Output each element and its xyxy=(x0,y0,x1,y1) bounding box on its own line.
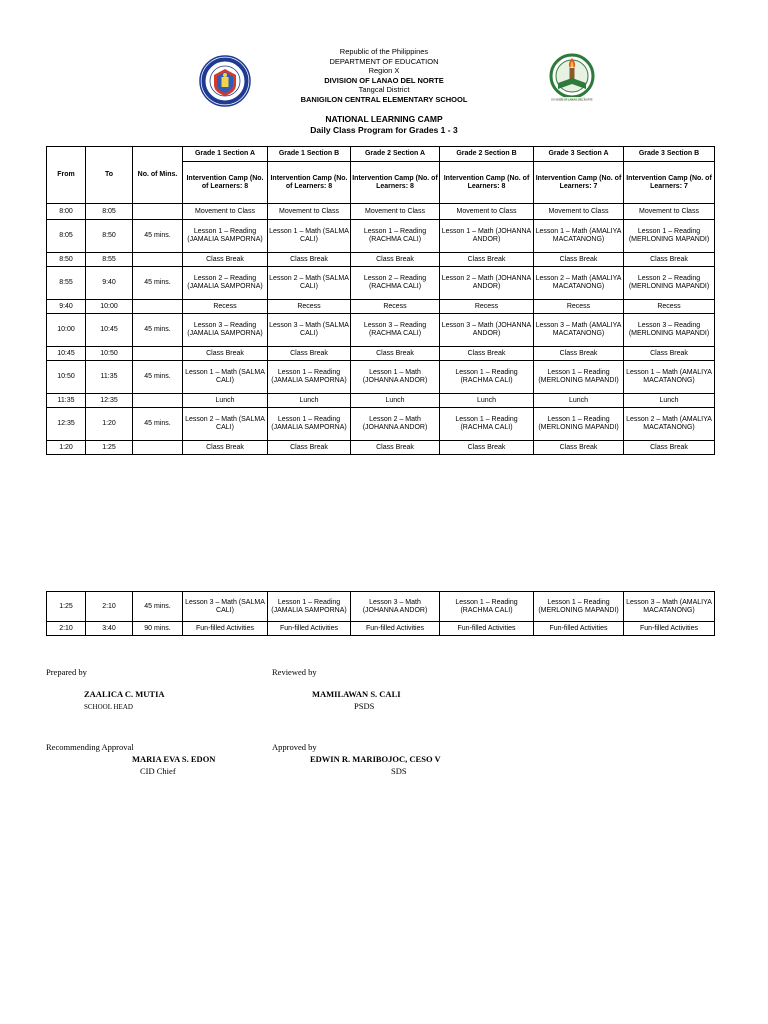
cell-mins xyxy=(133,204,183,220)
cell-mins xyxy=(133,347,183,361)
table-row xyxy=(47,253,715,267)
cell-activity: Lesson 1 – Reading (JAMALIA SAMPORNA) xyxy=(268,408,351,441)
approved-by-title: SDS xyxy=(391,766,407,776)
cell-activity: Lesson 2 – Math (JOHANNA ANDOR) xyxy=(351,408,440,441)
table-row xyxy=(47,314,715,347)
cell-to: 8:50 xyxy=(86,220,133,253)
header-learners: Intervention Camp (No. of Learners: 8 xyxy=(440,162,534,204)
cell-activity: Lesson 1 – Math (JOHANNA ANDOR) xyxy=(440,220,534,253)
cell-activity: Lesson 1 – Reading (RACHMA CALI) xyxy=(351,220,440,253)
header-section: Grade 1 Section A xyxy=(183,147,268,162)
cell-activity: Lesson 1 – Reading (MERLONING MAPANDI) xyxy=(534,592,624,622)
cell-activity: Lesson 3 – Math (JOHANNA ANDOR) xyxy=(351,592,440,622)
cell-activity: Class Break xyxy=(351,347,440,361)
cell-to: 8:55 xyxy=(86,253,133,267)
cell-activity: Fun-filled Activities xyxy=(624,622,715,636)
cell-mins: 45 mins. xyxy=(133,592,183,622)
cell-activity: Lesson 2 – Reading (RACHMA CALI) xyxy=(351,267,440,300)
cell-from: 11:35 xyxy=(47,394,86,408)
cell-activity: Lesson 3 – Math (SALMA CALI) xyxy=(183,592,268,622)
cell-activity: Class Break xyxy=(440,253,534,267)
cell-activity: Class Break xyxy=(534,253,624,267)
header-learners: Intervention Camp (No. of Learners: 7 xyxy=(534,162,624,204)
cell-to: 1:25 xyxy=(86,441,133,455)
cell-activity: Lunch xyxy=(440,394,534,408)
cell-mins: 45 mins. xyxy=(133,314,183,347)
schedule-table-continued xyxy=(46,591,715,636)
cell-activity: Class Break xyxy=(183,347,268,361)
cell-activity: Lunch xyxy=(268,394,351,408)
cell-from: 8:05 xyxy=(47,220,86,253)
cell-activity: Class Break xyxy=(624,253,715,267)
cell-activity: Recess xyxy=(351,300,440,314)
cell-activity: Lesson 1 – Math (AMALIYA MACATANONG) xyxy=(534,220,624,253)
cell-activity: Lunch xyxy=(183,394,268,408)
cell-activity: Lesson 2 – Math (AMALIYA MACATANONG) xyxy=(534,267,624,300)
header-republic: Republic of the Philippines xyxy=(339,47,429,56)
header-section: Grade 2 Section A xyxy=(351,147,440,162)
cell-from: 1:20 xyxy=(47,441,86,455)
cell-activity: Fun-filled Activities xyxy=(440,622,534,636)
cell-to: 3:40 xyxy=(86,622,133,636)
cell-from: 1:25 xyxy=(47,592,86,622)
cell-to: 2:10 xyxy=(86,592,133,622)
cell-activity: Lesson 3 – Math (AMALIYA MACATANONG) xyxy=(534,314,624,347)
cell-activity: Class Break xyxy=(268,347,351,361)
header-learners: Intervention Camp (No. of Learners: 7 xyxy=(624,162,715,204)
cell-activity: Class Break xyxy=(351,441,440,455)
cell-activity: Class Break xyxy=(624,347,715,361)
header-district: Tangcal District xyxy=(358,85,410,94)
title-program: Daily Class Program for Grades 1 - 3 xyxy=(310,125,458,135)
cell-activity: Recess xyxy=(534,300,624,314)
cell-activity: Lesson 3 – Reading (MERLONING MAPANDI) xyxy=(624,314,715,347)
prepared-by-label: Prepared by xyxy=(46,667,87,677)
cell-activity: Class Break xyxy=(268,441,351,455)
cell-activity: Lesson 3 – Reading (JAMALIA SAMPORNA) xyxy=(183,314,268,347)
cell-activity: Class Break xyxy=(183,441,268,455)
cell-from: 2:10 xyxy=(47,622,86,636)
table-row xyxy=(47,300,715,314)
cell-activity: Lesson 2 – Math (AMALIYA MACATANONG) xyxy=(624,408,715,441)
cell-activity: Movement to Class xyxy=(624,204,715,220)
header-section: Grade 2 Section B xyxy=(440,147,534,162)
cell-activity: Lesson 1 – Math (SALMA CALI) xyxy=(183,361,268,394)
reviewed-by-title: PSDS xyxy=(354,701,375,711)
table-row xyxy=(47,267,715,300)
cell-from: 8:55 xyxy=(47,267,86,300)
prepared-by-title: SCHOOL HEAD xyxy=(84,703,133,711)
header-division: DIVISION OF LANAO DEL NORTE xyxy=(324,75,444,85)
svg-text:DIVISION OF LANAO DEL NORTE: DIVISION OF LANAO DEL NORTE xyxy=(551,98,593,102)
header-learners: Intervention Camp (No. of Learners: 8 xyxy=(268,162,351,204)
cell-mins: 45 mins. xyxy=(133,267,183,300)
cell-activity: Lesson 1 – Reading (JAMALIA SAMPORNA) xyxy=(268,361,351,394)
cell-activity: Lunch xyxy=(624,394,715,408)
cell-activity: Movement to Class xyxy=(440,204,534,220)
table-row xyxy=(47,347,715,361)
cell-activity: Lesson 1 – Reading (JAMALIA SAMPORNA) xyxy=(268,592,351,622)
cell-activity: Class Break xyxy=(351,253,440,267)
header-from: From xyxy=(47,147,86,204)
reviewed-by-name: MAMILAWAN S. CALI xyxy=(312,689,401,699)
cell-activity: Movement to Class xyxy=(534,204,624,220)
cell-activity: Class Break xyxy=(268,253,351,267)
cell-to: 8:05 xyxy=(86,204,133,220)
cell-activity: Fun-filled Activities xyxy=(351,622,440,636)
approved-by-label: Approved by xyxy=(272,742,317,752)
cell-mins xyxy=(133,394,183,408)
cell-activity: Lesson 1 – Reading (MERLONING MAPANDI) xyxy=(534,361,624,394)
cell-to: 10:45 xyxy=(86,314,133,347)
cell-activity: Lesson 3 – Math (JOHANNA ANDOR) xyxy=(440,314,534,347)
cell-activity: Movement to Class xyxy=(268,204,351,220)
cell-activity: Lesson 2 – Math (SALMA CALI) xyxy=(268,267,351,300)
table-row xyxy=(47,220,715,253)
table-row xyxy=(47,622,715,636)
cell-activity: Class Break xyxy=(440,347,534,361)
cell-from: 8:00 xyxy=(47,204,86,220)
recommending-name: MARIA EVA S. EDON xyxy=(132,754,216,764)
cell-from: 10:00 xyxy=(47,314,86,347)
cell-activity: Recess xyxy=(440,300,534,314)
cell-activity: Lesson 1 – Reading (JAMALIA SAMPORNA) xyxy=(183,220,268,253)
cell-from: 10:45 xyxy=(47,347,86,361)
cell-activity: Class Break xyxy=(624,441,715,455)
cell-from: 8:50 xyxy=(47,253,86,267)
header-department: DEPARTMENT OF EDUCATION xyxy=(329,56,439,66)
cell-activity: Lesson 2 – Reading (MERLONING MAPANDI) xyxy=(624,267,715,300)
cell-activity: Lesson 1 – Reading (RACHMA CALI) xyxy=(440,592,534,622)
cell-activity: Lunch xyxy=(534,394,624,408)
header-learners: Intervention Camp (No. of Learners: 8 xyxy=(183,162,268,204)
cell-mins xyxy=(133,441,183,455)
cell-activity: Fun-filled Activities xyxy=(268,622,351,636)
table-row xyxy=(47,361,715,394)
cell-activity: Recess xyxy=(268,300,351,314)
table-row xyxy=(47,204,715,220)
cell-mins: 45 mins. xyxy=(133,361,183,394)
title-camp: NATIONAL LEARNING CAMP xyxy=(325,114,443,124)
header-to: To xyxy=(86,147,133,204)
cell-activity: Recess xyxy=(183,300,268,314)
cell-to: 10:00 xyxy=(86,300,133,314)
table-row xyxy=(47,408,715,441)
cell-activity: Lesson 3 – Reading (RACHMA CALI) xyxy=(351,314,440,347)
cell-mins xyxy=(133,300,183,314)
cell-activity: Lesson 1 – Reading (MERLONING MAPANDI) xyxy=(534,408,624,441)
approved-by-name: EDWIN R. MARIBOJOC, CESO V xyxy=(310,754,441,764)
prepared-by-name: ZAALICA C. MUTIA xyxy=(84,689,165,699)
cell-from: 12:35 xyxy=(47,408,86,441)
cell-activity: Fun-filled Activities xyxy=(534,622,624,636)
cell-to: 9:40 xyxy=(86,267,133,300)
cell-activity: Lesson 3 – Math (SALMA CALI) xyxy=(268,314,351,347)
cell-activity: Recess xyxy=(624,300,715,314)
table-row xyxy=(47,441,715,455)
cell-activity: Lesson 2 – Math (JOHANNA ANDOR) xyxy=(440,267,534,300)
table-row xyxy=(47,394,715,408)
header-section: Grade 3 Section B xyxy=(624,147,715,162)
reviewed-by-label: Reviewed by xyxy=(272,667,317,677)
header-region: Region X xyxy=(368,66,400,75)
cell-activity: Class Break xyxy=(534,441,624,455)
cell-to: 11:35 xyxy=(86,361,133,394)
cell-from: 9:40 xyxy=(47,300,86,314)
cell-activity: Lesson 2 – Math (SALMA CALI) xyxy=(183,408,268,441)
cell-activity: Movement to Class xyxy=(183,204,268,220)
cell-activity: Lesson 1 – Math (AMALIYA MACATANONG) xyxy=(624,361,715,394)
table-header-row xyxy=(47,147,715,162)
header-school: BANIGILON CENTRAL ELEMENTARY SCHOOL xyxy=(300,94,468,104)
header-section: Grade 3 Section A xyxy=(534,147,624,162)
cell-activity: Lunch xyxy=(351,394,440,408)
cell-activity: Lesson 1 – Reading (RACHMA CALI) xyxy=(440,408,534,441)
cell-mins: 45 mins. xyxy=(133,408,183,441)
schedule-table xyxy=(46,146,715,455)
cell-from: 10:50 xyxy=(47,361,86,394)
cell-activity: Lesson 1 – Math (JOHANNA ANDOR) xyxy=(351,361,440,394)
document-title xyxy=(0,114,768,136)
cell-activity: Class Break xyxy=(183,253,268,267)
cell-activity: Lesson 2 – Reading (JAMALIA SAMPORNA) xyxy=(183,267,268,300)
cell-to: 12:35 xyxy=(86,394,133,408)
cell-activity: Movement to Class xyxy=(351,204,440,220)
recommending-label: Recommending Approval xyxy=(46,742,134,752)
cell-activity: Fun-filled Activities xyxy=(183,622,268,636)
cell-activity: Class Break xyxy=(534,347,624,361)
cell-activity: Lesson 1 – Reading (MERLONING MAPANDI) xyxy=(624,220,715,253)
cell-mins: 45 mins. xyxy=(133,220,183,253)
header-learners: Intervention Camp (No. of Learners: 8 xyxy=(351,162,440,204)
cell-mins: 90 mins. xyxy=(133,622,183,636)
cell-to: 1:20 xyxy=(86,408,133,441)
header-mins: No. of Mins. xyxy=(133,147,183,204)
document-header xyxy=(0,47,768,104)
cell-activity: Class Break xyxy=(440,441,534,455)
cell-mins xyxy=(133,253,183,267)
recommending-title: CID Chief xyxy=(140,766,176,776)
cell-activity: Lesson 3 – Math (AMALIYA MACATANONG) xyxy=(624,592,715,622)
cell-activity: Lesson 1 – Math (SALMA CALI) xyxy=(268,220,351,253)
cell-activity: Lesson 1 – Reading (RACHMA CALI) xyxy=(440,361,534,394)
table-row xyxy=(47,592,715,622)
cell-to: 10:50 xyxy=(86,347,133,361)
header-section: Grade 1 Section B xyxy=(268,147,351,162)
